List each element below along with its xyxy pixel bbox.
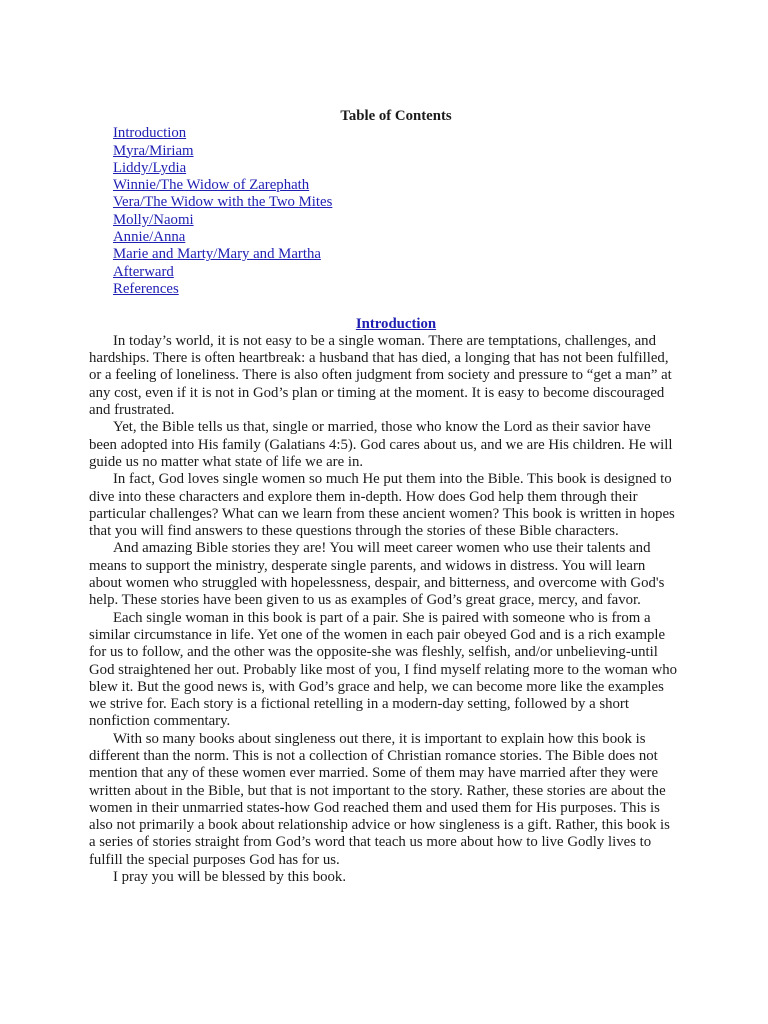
paragraph xyxy=(89,869,703,886)
paragraph-line: about women who struggled with hopelessness, despair, and bitterness, and overcome with God's xyxy=(89,575,665,592)
paragraph-line: nonfiction commentary. xyxy=(89,713,231,730)
paragraph-line: for us to follow, and the other was the opposite-she was fleshly, selfish, and/or unbelieving-until xyxy=(89,644,658,661)
spacer xyxy=(89,298,703,315)
toc-link-molly-naomi[interactable]: Molly/Naomi xyxy=(113,211,194,228)
paragraph-line: written about in the Bible, but that is not important to the story. Rather, these stories are about the xyxy=(89,782,666,799)
paragraph-line: means to support the ministry, desperate single parents, and widows in distress. You will learn xyxy=(89,557,646,574)
toc-item xyxy=(89,160,703,177)
toc-link-myra-miriam[interactable]: Myra/Miriam xyxy=(113,142,194,159)
paragraph-line: dive into these characters and explore them in-depth. How does God help them through their xyxy=(89,488,638,505)
paragraph-line: any cost, even if it is not in God’s plan or timing at the moment. It is easy to become discouraged xyxy=(89,384,665,401)
toc-title: Table of Contents xyxy=(340,108,452,124)
paragraph xyxy=(89,419,703,471)
paragraph-line: With so many books about singleness out there, it is important to explain how this book is xyxy=(113,730,646,747)
toc-link-liddy-lydia[interactable]: Liddy/Lydia xyxy=(113,159,187,176)
introduction-heading-link[interactable]: Introduction xyxy=(355,315,437,332)
toc-item xyxy=(89,194,703,211)
paragraph xyxy=(89,610,703,731)
paragraph-line: mention that any of these women ever married. Some of them may have married after they were xyxy=(89,765,659,782)
toc-item xyxy=(89,229,703,246)
toc-link-marie-marty[interactable]: Marie and Marty/Mary and Martha xyxy=(113,246,321,263)
paragraph-line: help. These stories have been given to us as examples of God’s great grace, mercy, and favor. xyxy=(89,592,641,609)
paragraph-line: that you will find answers to these questions through the stories of these Bible characters. xyxy=(89,523,619,540)
toc-item xyxy=(89,212,703,229)
paragraph-line: Yet, the Bible tells us that, single or married, those who know the Lord as their savior have xyxy=(113,419,651,436)
toc-item xyxy=(89,143,703,160)
toc-item xyxy=(89,264,703,281)
toc-item xyxy=(89,281,703,298)
paragraph-line: And amazing Bible stories they are! You will meet career women who use their talents and xyxy=(113,540,651,557)
paragraph-line: In fact, God loves single women so much He put them into the Bible. This book is designed to xyxy=(113,471,672,488)
paragraph-line: been adopted into His family (Galatians 4:5). God cares about us, and we are His children. He will xyxy=(89,436,673,453)
paragraph-line: hardships. There is often heartbreak: a husband that has died, a longing that has not been fulfilled, xyxy=(89,350,669,367)
paragraph-line: we strive for. Each story is a fictional retelling in a modern-day setting, followed by a short xyxy=(89,696,629,713)
paragraph-line: God straightened her out. Probably like most of you, I find myself relating more to the woman who xyxy=(89,661,678,678)
paragraph-line: also not primarily a book about relationship advice or how singleness is a gift. Rather, this book is xyxy=(89,817,670,834)
paragraph-line: or a feeling of loneliness. There is also often judgment from society and pressure to “get a man” at xyxy=(89,367,672,384)
paragraph-line: a series of stories straight from God’s word that teach us more about how to live Godly lives to xyxy=(89,834,652,851)
paragraph-line: Each single woman in this book is part of a pair. She is paired with someone who is from a xyxy=(113,609,651,626)
toc-link-references[interactable]: References xyxy=(113,280,179,297)
paragraph-line: guide us no matter what state of life we are in. xyxy=(89,453,364,470)
paragraph-line: similar circumstance in life. Yet one of the women in each pair obeyed God and is a rich example xyxy=(89,626,666,643)
paragraph xyxy=(89,731,703,869)
toc-link-winnie[interactable]: Winnie/The Widow of Zarephath xyxy=(113,177,310,194)
toc-item xyxy=(89,177,703,194)
paragraph-line: and frustrated. xyxy=(89,402,175,419)
toc-link-afterward[interactable]: Afterward xyxy=(113,263,174,280)
paragraph-line: different than the norm. This is not a collection of Christian romance stories. The Bible does not xyxy=(89,747,658,764)
paragraph-line: blew it. But the good news is, with God’s grace and help, we can become more like the examples xyxy=(89,678,664,695)
paragraph-line: In today’s world, it is not easy to be a single woman. There are temptations, challenges, and xyxy=(113,332,656,349)
paragraph xyxy=(89,333,703,419)
toc-item xyxy=(89,246,703,263)
paragraph xyxy=(89,540,703,609)
toc-item xyxy=(89,125,703,142)
paragraph-line: particular challenges? What can we learn from these ancient women? This book is written in hopes xyxy=(89,505,675,522)
toc-list xyxy=(89,125,703,298)
paragraph-line: fulfill the special purposes God has for us. xyxy=(89,851,340,868)
paragraph-line: women in their unmarried states-how God reached them and used them for His purposes. This is xyxy=(89,799,660,816)
toc-link-annie-anna[interactable]: Annie/Anna xyxy=(113,229,186,246)
toc-link-introduction[interactable]: Introduction xyxy=(113,125,187,142)
paragraph xyxy=(89,471,703,540)
toc-link-vera[interactable]: Vera/The Widow with the Two Mites xyxy=(113,194,333,211)
paragraph-line: I pray you will be blessed by this book. xyxy=(113,869,347,886)
section-heading xyxy=(89,316,703,333)
document-page xyxy=(89,108,703,886)
